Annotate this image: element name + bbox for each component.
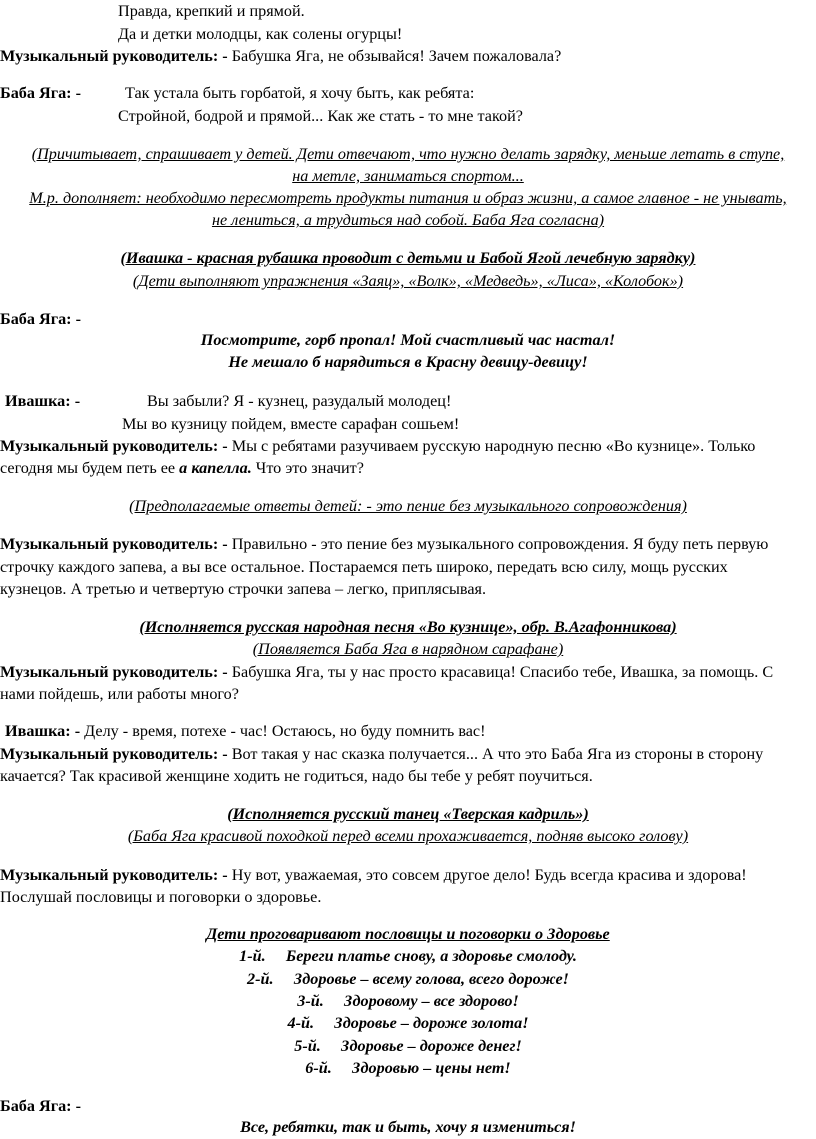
speaker-label: Музыкальный руководитель: - (0, 663, 228, 681)
proverb-number: 6-й. (305, 1059, 332, 1077)
speech-text: Послушай пословицы и поговорки о здоровье. (0, 888, 322, 906)
verse-line: Да и детки молодцы, как солены огурцы! (118, 25, 403, 43)
speaker-label: Музыкальный руководитель: - (0, 745, 228, 763)
dialogue-line (0, 83, 81, 103)
speech-text: Мы с ребятами разучиваем русскую народную песню «Во кузнице». Только (227, 437, 756, 455)
dialogue-line (5, 721, 486, 741)
stage-direction: (Причитывает, спрашивает у детей. Дети отвечают, что нужно делать зарядку, меньше летать в ступе, (31, 145, 785, 163)
verse-line: Правда, крепкий и прямой. (118, 2, 305, 20)
speech-text: качается? Так красивой женщине ходить не годиться, надо бы тебе у ребят поучиться. (0, 767, 593, 785)
speaker-label: Музыкальный руководитель: - (0, 535, 228, 553)
speech-text: Правильно - это пение без музыкального сопровождения. Я буду петь первую (227, 535, 769, 553)
proverb-line (0, 1013, 816, 1033)
speech-text: Что это значит? (251, 459, 364, 477)
dialogue-line (0, 1096, 81, 1116)
verse-line: Мы во кузницу пойдем, вместе сарафан сошьем! (122, 415, 460, 433)
speech-text: кузнецов. А третью и четвертую строчки запева – легко, приплясывая. (0, 580, 487, 598)
stage-direction-bold: (Ивашка - красная рубашка проводит с детьми и Бабой Ягой лечебную зарядку) (120, 249, 696, 267)
stage-direction-text: Предполагаемые ответы детей: - это пение без музыкального сопровождения) (134, 497, 687, 515)
proverb-number: 4-й. (287, 1014, 315, 1032)
dialogue-line (0, 534, 768, 554)
speech-text: Так устала быть горбатой, я хочу быть, как ребята: (125, 84, 475, 102)
emphasis-text: а капелла. (179, 459, 252, 477)
speaker-label: Ивашка: - (5, 392, 81, 410)
speaker-label: Музыкальный руководитель: - (0, 437, 228, 455)
dialogue-line (5, 391, 80, 411)
stage-direction (0, 496, 816, 516)
speaker-label: Ивашка: - (5, 722, 81, 740)
stage-direction: (Дети выполняют упражнения «Заяц», «Волк», «Медведь», «Лиса», «Колобок») (132, 272, 684, 290)
speech-text: Вы забыли? Я - кузнец, разудалый молодец! (147, 392, 452, 410)
stage-direction-bold: (Исполняется русская народная песня «Во кузнице», обр. В.Агафонникова) (139, 618, 677, 636)
stage-direction: (Появляется Баба Яга в нарядном сарафане) (252, 640, 564, 658)
proverb-text: Здоровье – всему голова, всего дороже! (293, 970, 569, 988)
dialogue-line (0, 865, 747, 885)
proverb-number: 1-й. (239, 947, 266, 965)
proverb-line (0, 1036, 816, 1056)
proverb-text: Здоровью – цены нет! (352, 1059, 511, 1077)
proverb-text: Здоровому – все здорово! (344, 992, 519, 1010)
proverb-line (0, 969, 816, 989)
proverb-number: 5-й. (294, 1037, 321, 1055)
verse-line: Все, ребятки, так и быть, хочу я измениться! (240, 1118, 576, 1136)
speaker-label: Баба Яга: - (0, 310, 81, 328)
proverb-number: 3-й. (297, 992, 324, 1010)
proverb-text: Береги платье снову, а здоровье смолоду. (285, 947, 577, 965)
stage-direction: не лениться, а трудиться над собой. Баба Яга согласна) (211, 211, 605, 229)
speaker-label: Баба Яга: - (0, 84, 81, 102)
verse-line: Не мешало б нарядиться в Красну девицу-девицу! (228, 353, 588, 371)
speech-text: Бабушка Яга, не обзывайся! Зачем пожаловала? (227, 47, 562, 65)
speech-text: Вот такая у нас сказка получается... А что это Баба Яга из стороны в сторону (227, 745, 764, 763)
speech-text: Бабушка Яга, ты у нас просто красавица! Спасибо тебе, Ивашка, за помощь. С (227, 663, 774, 681)
dialogue-line (0, 436, 755, 456)
speech-text: Делу - время, потехе - час! Остаюсь, но буду помнить вас! (80, 722, 486, 740)
dialogue-line (0, 662, 773, 682)
proverb-line (0, 1058, 816, 1078)
verse-line: Посмотрите, горб пропал! Мой счастливый час настал! (200, 331, 616, 349)
dialogue-line (0, 46, 561, 66)
proverb-line (0, 991, 816, 1011)
dialogue-line (0, 458, 364, 478)
proverb-number: 2-й. (247, 970, 274, 988)
speech-text: нами пойдешь, или работы много? (0, 685, 239, 703)
dialogue-line (0, 744, 763, 764)
stage-direction: М.р. дополняет: необходимо пересмотреть продукты питания и образ жизни, а самое главное - не унывать, (29, 189, 787, 207)
verse-line: Стройной, бодрой и прямой... Как же стать - то мне такой? (118, 107, 523, 125)
speech-text: Ну вот, уважаемая, это совсем другое дело! Будь всегда красива и здорова! (227, 866, 747, 884)
stage-direction-bold: (Исполняется русский танец «Тверская кадриль») (227, 805, 589, 823)
paren: ( (129, 497, 135, 515)
speaker-label: Музыкальный руководитель: - (0, 866, 228, 884)
speaker-label: Баба Яга: - (0, 1097, 81, 1115)
speech-text: строчку каждого запева, а вы все остальное. Постараемся петь широко, передать всю силу, мощь русских (0, 558, 728, 576)
stage-direction: (Баба Яга красивой походкой перед всеми прохаживается, подняв высоко голову) (127, 827, 689, 845)
proverb-text: Здоровье – дороже золота! (334, 1014, 529, 1032)
stage-direction: на метле, заниматься спортом... (292, 167, 524, 185)
proverb-line (0, 946, 816, 966)
dialogue-line (0, 309, 81, 329)
speaker-label: Музыкальный руководитель: - (0, 47, 228, 65)
proverb-text: Здоровье – дороже денег! (341, 1037, 522, 1055)
speech-text: сегодня мы будем петь ее (0, 459, 180, 477)
section-heading: Дети проговаривают пословицы и поговорки о Здоровье (206, 925, 610, 943)
